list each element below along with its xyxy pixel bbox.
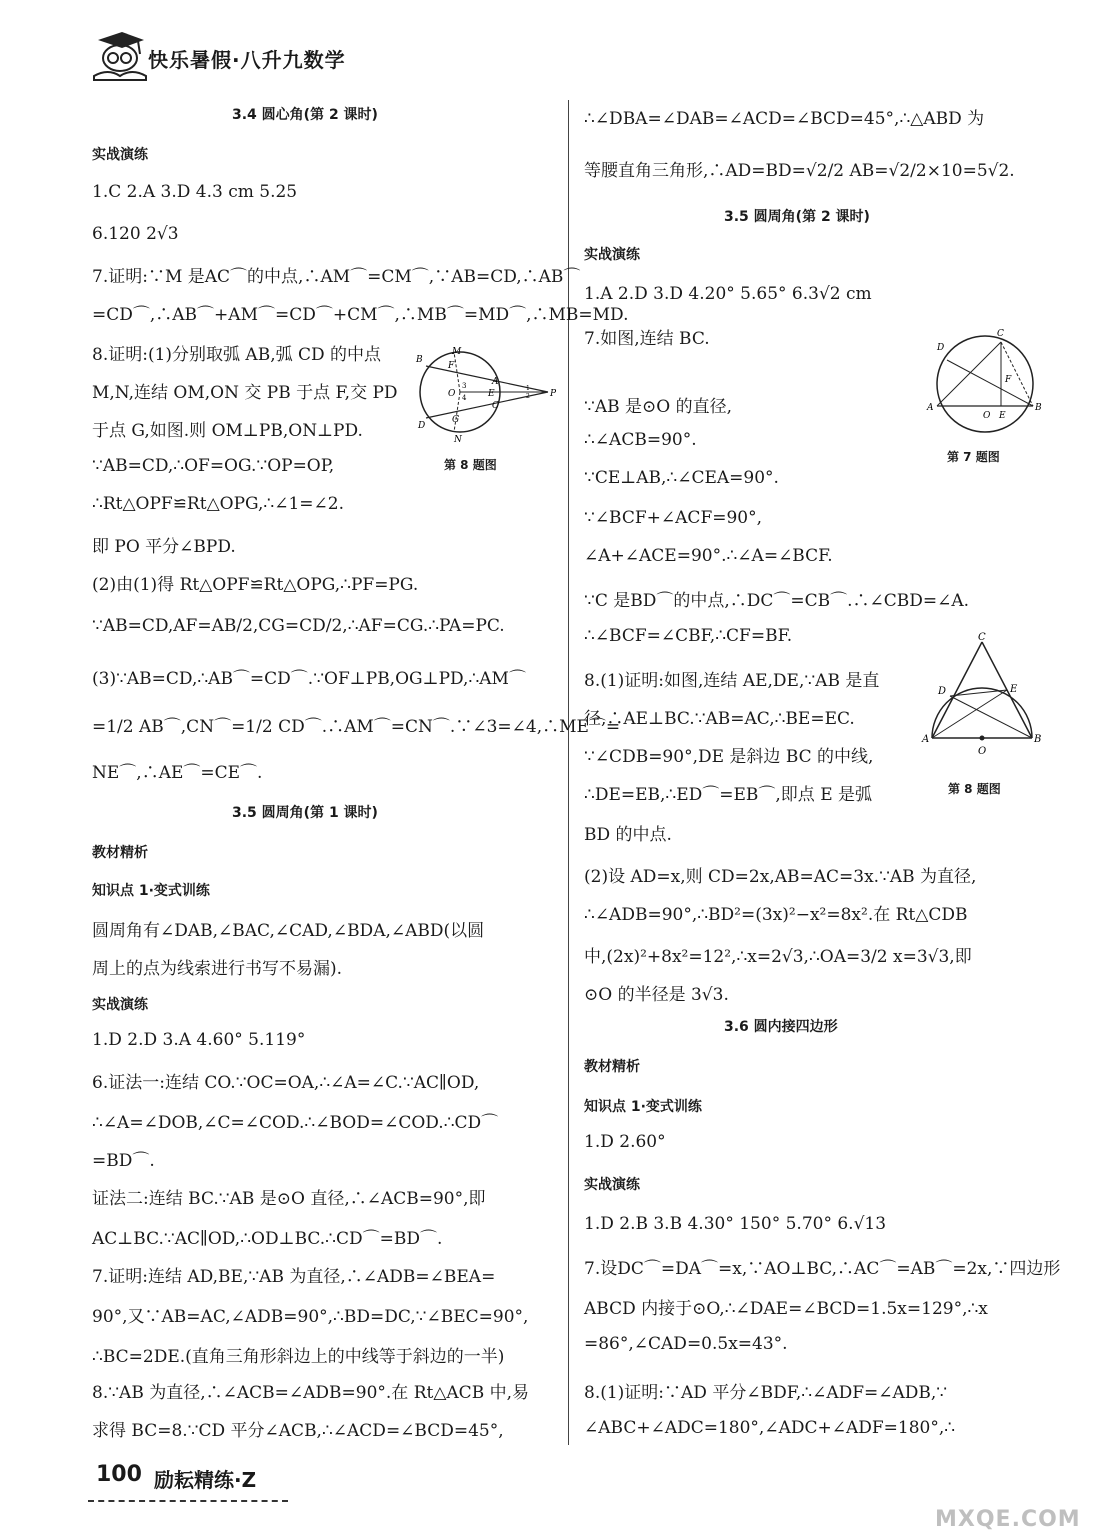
text-line: 证法二:连结 BC.∵AB 是⊙O 直径,∴∠ACB=90°,即 [92,1189,486,1209]
text-line: ∴∠ACB=90°. [584,430,697,450]
triangle-semicircle-diagram [920,630,1050,760]
svg-text:E: E [999,411,1006,421]
text-line: AC⊥BC.∵AC∥OD,∴OD⊥BC.∴CD⌒=BD⌒. [92,1229,443,1249]
svg-text:C: C [997,329,1004,339]
text-line: ∠A+∠ACE=90°.∴∠A=∠BCF. [584,546,833,566]
text-line: ∴∠BCF=∠CBF,∴CF=BF. [584,626,793,646]
svg-text:D: D [938,686,947,697]
svg-text:E: E [1010,684,1018,695]
subheading: 知识点 1·变式训练 [92,883,210,899]
subheading: 教材精析 [92,845,148,861]
subheading: 教材精析 [584,1059,640,1075]
text-line: 7.证明:连结 AD,BE,∵AB 为直径,∴∠ADB=∠BEA= [92,1267,496,1287]
text-line: 8.(1)证明:如图,连结 AE,DE,∵AB 是直 [584,671,880,691]
svg-text:C: C [978,632,986,643]
text-line: NE⌒,∴AE⌒=CE⌒. [92,763,263,783]
text-line: =CD⌒,∴AB⌒+AM⌒=CD⌒+CM⌒,∴MB⌒=MD⌒,∴MB=MD. [92,305,629,325]
page-header [88,30,388,86]
svg-text:G: G [452,415,460,425]
text-line: ∵C 是BD⌒的中点,∴DC⌒=CB⌒.∴∠CBD=∠A. [584,591,970,611]
text-line: ∵AB 是⊙O 的直径, [584,397,732,417]
text-line: 1.D 2.B 3.B 4.30° 150° 5.70° 6.√13 [584,1214,887,1234]
text-line: ∵CE⊥AB,∴∠CEA=90°. [584,468,779,488]
section-title: 3.4 圆心角(第 2 课时) [232,107,378,123]
svg-text:3: 3 [462,382,467,390]
section-title: 3.5 圆周角(第 2 课时) [724,209,870,225]
text-line: 8.证明:(1)分别取弧 AB,弧 CD 的中点 [92,345,382,365]
text-line: M,N,连结 OM,ON 交 PB 于点 F,交 PD [92,383,398,403]
text-line: 7.设DC⌒=DA⌒=x,∵AO⊥BC,∴AC⌒=AB⌒=2x,∵四边形 [584,1259,1061,1279]
circle-diagram [408,344,558,454]
text-line: ∴BC=2DE.(直角三角形斜边上的中线等于斜边的一半) [92,1347,505,1367]
text-line: 中,(2x)²+8x²=12²,∴x=2√3,∴OA=3/2 x=3√3,即 [584,947,972,967]
text-line: ABCD 内接于⊙O,∴∠DAE=∠BCD=1.5x=129°,∴x [584,1299,988,1319]
text-line: ∵AB=CD,∴OF=OG.∵OP=OP, [92,456,335,476]
text-line: 求得 BC=8.∵CD 平分∠ACB,∴∠ACD=∠BCD=45°, [92,1421,504,1441]
svg-text:N: N [454,435,462,445]
section-title: 3.5 圆周角(第 1 课时) [232,805,378,821]
svg-text:A: A [927,403,934,413]
subheading: 实战演练 [584,247,640,263]
svg-text:E: E [488,389,495,399]
figure-8-left [408,344,558,494]
text-line: 周上的点为线索进行书写不易漏). [92,959,343,979]
text-line: ∠ABC+∠ADC=180°,∠ADC+∠ADF=180°,∴ [584,1418,956,1438]
svg-text:4: 4 [462,394,467,402]
text-line: ⊙O 的半径是 3√3. [584,985,729,1005]
text-line: 1.D 2.D 3.A 4.60° 5.119° [92,1030,306,1050]
text-line: ∵∠CDB=90°,DE 是斜边 BC 的中线, [584,747,874,767]
circle-diagram [925,320,1055,450]
text-line: 7.如图,连结 BC. [584,329,710,349]
svg-text:2: 2 [526,393,530,400]
subheading: 实战演练 [92,997,148,1013]
svg-text:F: F [448,361,455,371]
page-footer [88,1462,308,1522]
text-line: 1.A 2.D 3.D 4.20° 5.65° 6.3√2 cm [584,284,872,304]
svg-text:M: M [452,347,462,357]
section-title: 3.6 圆内接四边形 [724,1019,838,1035]
figure-caption: 第 7 题图 [947,450,1000,464]
text-line: =BD⌒. [92,1151,155,1171]
text-line: (3)∵AB=CD,∴AB⌒=CD⌒.∵OF⊥PB,OG⊥PD,∴AM⌒ [92,669,526,689]
svg-text:F: F [1005,375,1012,385]
svg-text:A: A [922,734,930,745]
text-line: 6.120 2√3 [92,224,179,244]
header-title: 快乐暑假·八升九数学 [148,48,346,72]
text-line: ∴DE=EB,∴ED⌒=EB⌒,即点 E 是弧 [584,785,873,805]
svg-text:O: O [448,389,456,399]
text-line: 圆周角有∠DAB,∠BAC,∠CAD,∠BDA,∠ABD(以圆 [92,921,485,941]
text-line: =1/2 AB⌒,CN⌒=1/2 CD⌒.∴AM⌒=CN⌒.∵∠3=∠4,∴ME⌒= [92,717,621,737]
text-line: (2)设 AD=x,则 CD=2x,AB=AC=3x.∵AB 为直径, [584,867,977,887]
text-line: ∵AB=CD,AF=AB/2,CG=CD/2,∴AF=CG.∴PA=PC. [92,616,505,636]
figure-caption: 第 8 题图 [948,782,1001,796]
svg-text:P: P [550,389,557,399]
text-line: 8.(1)证明:∵AD 平分∠BDF,∴∠ADF=∠ADB,∵ [584,1383,948,1403]
mascot-reading-icon [88,30,148,82]
svg-text:B: B [1034,734,1042,745]
text-line: 90°,又∵AB=AC,∠ADB=90°,∴BD=DC,∵∠BEC=90°, [92,1307,529,1327]
text-line: ∴∠DBA=∠DAB=∠ACD=∠BCD=45°,∴△ABD 为 [584,109,985,129]
svg-text:B: B [416,355,423,365]
text-line: (2)由(1)得 Rt△OPF≌Rt△OPG,∴PF=PG. [92,575,419,595]
subheading: 实战演练 [584,1177,640,1193]
subheading: 实战演练 [92,147,148,163]
text-line: ∴∠ADB=90°,∴BD²=(3x)²−x²=8x².在 Rt△CDB [584,905,968,925]
text-line: 等腰直角三角形,∴AD=BD=√2/2 AB=√2/2×10=5√2. [584,161,1015,181]
text-line: 8.∵AB 为直径,∴∠ACB=∠ADB=90°.在 Rt△ACB 中,易 [92,1383,529,1403]
svg-text:A: A [492,377,499,387]
text-line: 1.C 2.A 3.D 4.3 cm 5.25 [92,182,298,202]
subheading: 知识点 1·变式训练 [584,1099,702,1115]
svg-text:O: O [978,746,987,757]
figure-caption: 第 8 题图 [444,458,497,472]
text-line: 即 PO 平分∠BPD. [92,537,236,557]
watermark: MXQE.COM [935,1507,1081,1532]
svg-text:1: 1 [526,385,530,392]
svg-text:D: D [937,343,945,353]
svg-text:D: D [418,421,426,431]
brand-label: 励耘精练·Z [154,1468,257,1492]
text-line: ∴∠A=∠DOB,∠C=∠COD.∴∠BOD=∠COD.∴CD⌒ [92,1113,499,1133]
text-line: 7.证明:∵M 是AC⌒的中点,∴AM⌒=CM⌒,∵AB=CD,∴AB⌒ [92,267,581,287]
svg-text:O: O [983,411,991,421]
svg-text:B: B [1035,403,1042,413]
figure-7-right [925,320,1055,470]
text-line: 1.D 2.60° [584,1132,666,1152]
footer-rule [88,1500,288,1502]
text-line: 径,∴AE⊥BC.∵AB=AC,∴BE=EC. [584,709,855,729]
text-line: =86°,∠CAD=0.5x=43°. [584,1334,788,1354]
text-line: 6.证法一:连结 CO.∵OC=OA,∴∠A=∠C.∵AC∥OD, [92,1073,480,1093]
text-line: ∴Rt△OPF≌Rt△OPG,∴∠1=∠2. [92,494,344,514]
svg-text:C: C [492,401,499,411]
figure-8-right [920,630,1050,800]
text-line: BD 的中点. [584,825,672,845]
text-line: ∵∠BCF+∠ACF=90°, [584,508,763,528]
text-line: 于点 G,如图.则 OM⊥PB,ON⊥PD. [92,421,363,441]
page-number: 100 [96,1462,142,1487]
